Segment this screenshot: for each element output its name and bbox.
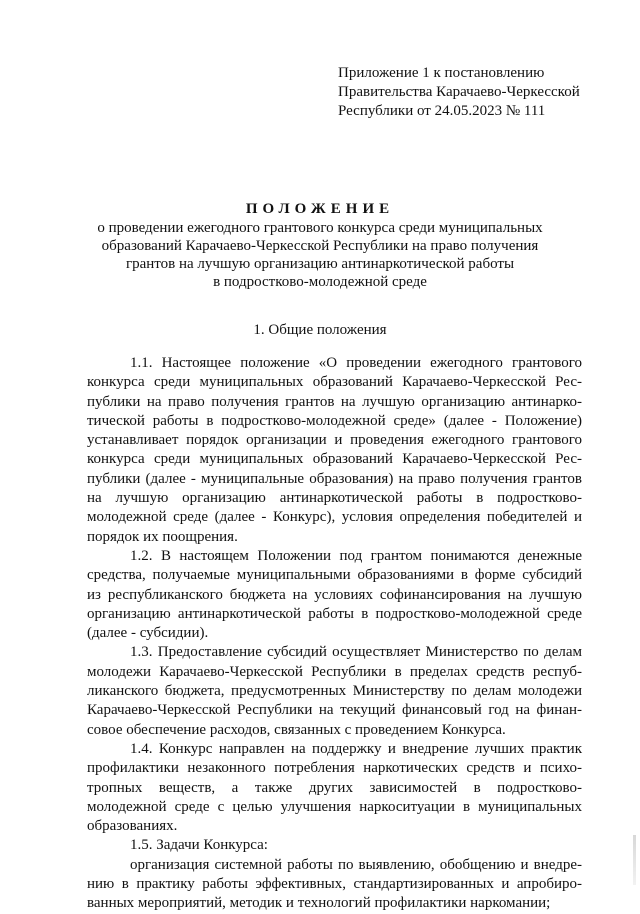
document-title: ПОЛОЖЕНИЕ [245, 201, 395, 217]
paragraph-1-1-line: конкурса среди муниципальных образований Карачаево-Черкесской Рес- [87, 374, 582, 391]
paragraph-1-4-line: образованиях. [87, 818, 178, 835]
subtitle-line: в подростково-молодежной среде [213, 274, 427, 290]
appendix-line-3: Республики от 24.05.2023 № 111 [338, 103, 546, 119]
paragraph-1-1-line: молодежной среде (далее - Конкурс), условия определения победителей и [87, 509, 582, 526]
paragraph-1-1-line: 1.1. Настоящее положение «О проведении ежегодного грантового [130, 355, 582, 371]
document-body [87, 354, 582, 914]
paragraph-1-3-line: Карачаево-Черкесской Республики на текущий финансовый год на финан- [87, 702, 582, 719]
paragraph-1-2-line: организацию антинаркотической работы в подростково-молодежной среде [87, 605, 582, 622]
paragraph-1-3-line: совое обеспечение расходов, связанных с проведением Конкурса. [87, 721, 506, 738]
subtitle-line: о проведении ежегодного грантового конкурса среди муниципальных [97, 220, 543, 236]
section-heading: 1. Общие положения [253, 322, 387, 338]
subtitle-line: грантов на лучшую организацию антинаркотической работы [125, 256, 515, 272]
paragraph-1-1-line: на лучшую организацию антинаркотической работы в подростково- [87, 490, 582, 507]
paragraph-1-5-line: организация системной работы по выявлению, обобщению и внедре- [130, 856, 582, 873]
paragraph-1-2-line: 1.2. В настоящем Положении под грантом понимаются денежные [130, 547, 582, 564]
paragraph-1-5-line: ванных мероприятий, методик и технологий профилактики наркомании; [87, 895, 551, 912]
document-subtitle [60, 219, 580, 291]
appendix-note [338, 64, 628, 121]
subtitle-line: образований Карачаево-Черкесской Республики на право получения [101, 238, 539, 254]
paragraph-1-2-line: (далее - субсидии). [87, 625, 209, 642]
paragraph-1-2-line: средства, получаемые муниципальными образованиями в форме субсидий [87, 567, 582, 584]
paragraph-1-5-line: 1.5. Задачи Конкурса: [130, 837, 268, 854]
paragraph-1-1-line: устанавливает порядок организации и проведения ежегодного грантового [87, 432, 582, 449]
appendix-line-1: Приложение 1 к постановлению [338, 65, 545, 81]
paragraph-1-4-line: молодежной среде с целью улучшения наркоситуации в муниципальных [87, 798, 582, 815]
paragraph-1-3-line: 1.3. Предоставление субсидий осуществляет Министерство по делам [130, 644, 582, 661]
paragraph-1-3-line: ликанского бюджета, предусмотренных Министерству по делам молодежи [87, 683, 582, 700]
paragraph-1-1-line: тической работы в подростково-молодежной среде» (далее - Положение) [87, 412, 582, 429]
paragraph-1-4-line: тропных веществ, а также других зависимостей в подростково- [87, 779, 582, 796]
paragraph-1-1-line: конкурса среди муниципальных образований Карачаево-Черкесской Рес- [87, 451, 582, 468]
appendix-line-2: Правительства Карачаево-Черкесской [338, 84, 580, 100]
paragraph-1-4-line: профилактики незаконного потребления наркотических средств и психо- [87, 760, 582, 777]
paragraph-1-1-line: порядок их поощрения. [87, 528, 238, 545]
paragraph-1-5-line: нию в практику работы эффективных, стандартизированных и апробиро- [87, 876, 582, 893]
paragraph-1-1-line: публики (далее - муниципальные образования) на право получения грантов [87, 470, 582, 487]
scan-edge-shadow [633, 835, 636, 885]
paragraph-1-2-line: из республиканского бюджета на условиях софинансирования на лучшую [87, 586, 582, 603]
paragraph-1-1-line: публики на право получения грантов на лучшую организацию антинарко- [87, 393, 582, 410]
paragraph-1-3-line: молодежи Карачаево-Черкесской Республики в пределах средств респуб- [87, 663, 582, 680]
paragraph-1-4-line: 1.4. Конкурс направлен на поддержку и внедрение лучших практик [130, 740, 582, 757]
